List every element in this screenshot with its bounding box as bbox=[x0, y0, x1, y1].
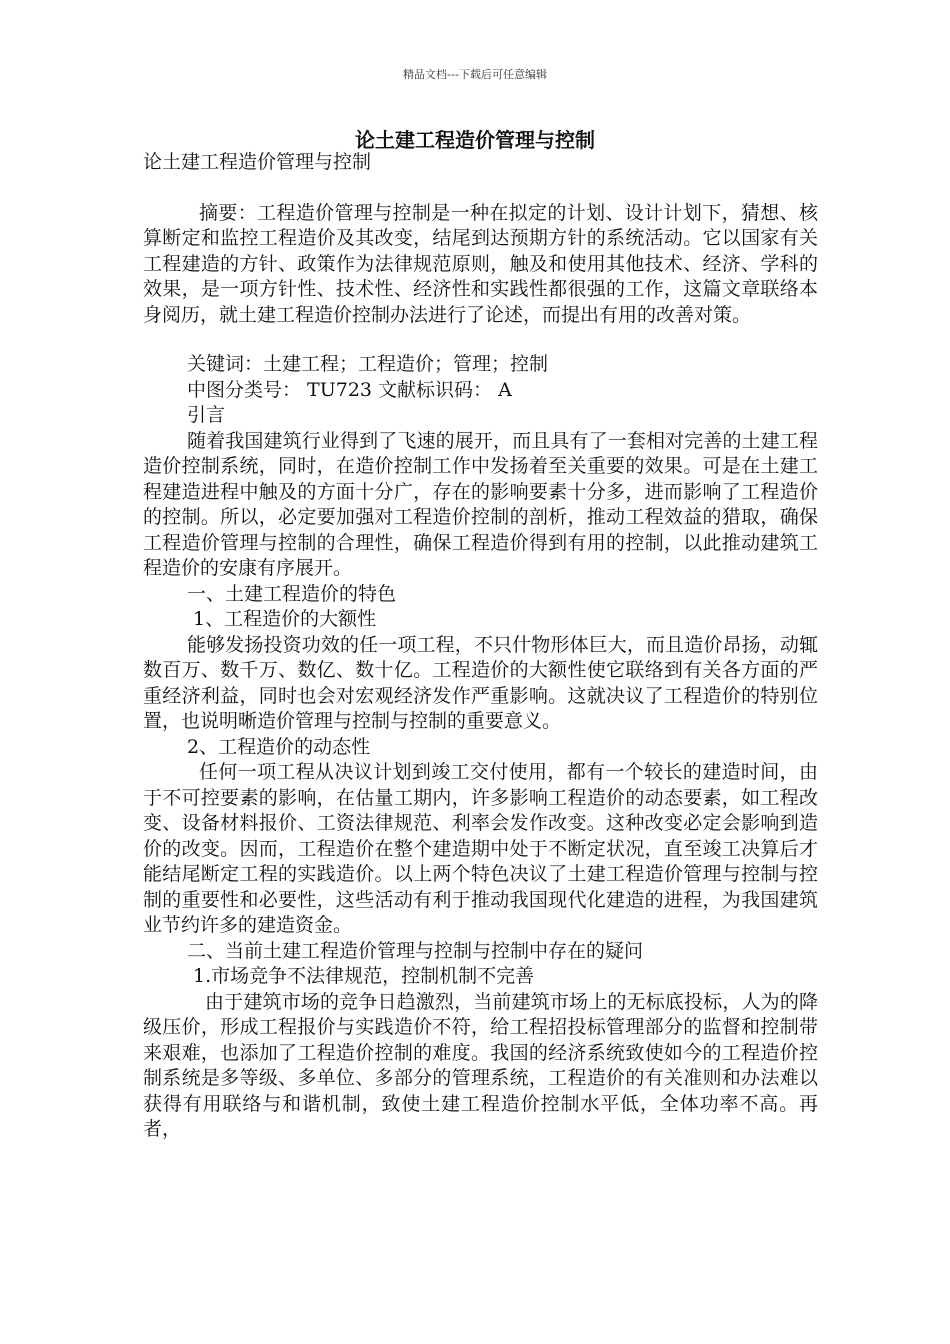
document-subtitle: 论土建工程造价管理与控制 bbox=[143, 151, 372, 173]
document-body bbox=[143, 150, 818, 1143]
subsection-heading-2-1: 1.市场竞争不法律规范，控制机制不完善 bbox=[193, 965, 535, 987]
spacer bbox=[143, 328, 818, 352]
document-title: 论土建工程造价管理与控制 bbox=[355, 128, 595, 152]
classification-line: 中图分类号： TU723 文献标识码： A bbox=[187, 378, 512, 401]
section-heading-2: 二、当前土建工程造价管理与控制与控制中存在的疑问 bbox=[187, 939, 644, 962]
subsection-paragraph-1-2: 任何一项工程从决议计划到竣工交付使用，都有一个较长的建造时间，由于不可控要素的影响，在估量工期内，许多影响工程造价的动态要素，如工程改变、设备材料报价、工资法律规范、利率会发作改变。这种改变必定会影响到造价的改变。因而，工程造价在整个建造期中处于不断定状况，直至竣工决算后才能结尾断定工程的实践造价。以上两个特色决议了土建工程造价管理与控制与控制的重要性和必要性，这些活动有利于推动我国现代化建造的进程，为我国建筑业节约许多的建造资金。 bbox=[143, 761, 818, 936]
intro-paragraph: 随着我国建筑行业得到了飞速的展开，而且具有了一套相对完善的土建工程造价控制系统，同时，在造价控制工作中发扬着至关重要的效果。可是在土建工程建造进程中触及的方面十分广，存在的影响要素十分多，进而影响了工程造价的控制。所以，必定要加强对工程造价控制的剖析，推动工程效益的猎取，确保工程造价管理与控制的合理性，确保工程造价得到有用的控制，以此推动建筑工程造价的安康有序展开。 bbox=[143, 429, 818, 579]
keywords-line: 关键词：土建工程；工程造价；管理；控制 bbox=[187, 353, 549, 375]
section-heading-1: 一、土建工程造价的特色 bbox=[187, 582, 397, 605]
subsection-heading-1-1: 1、工程造价的大额性 bbox=[193, 608, 377, 630]
abstract-paragraph: 摘要：工程造价管理与控制是一种在拟定的计划、设计计划下，猜想、核算断定和监控工程造价及其改变，结尾到达预期方针的系统活动。它以国家有关工程建造的方针、政策作为法律规范原则，触及和使用其他技术、经济、学科的效果，是一项方针性、技术性、经济性和实践性都很强的工作，这篇文章联络本身阅历，就土建工程造价控制办法进行了论述，而提出有用的改善对策。 bbox=[143, 201, 818, 326]
subsection-paragraph-1-1: 能够发扬投资功效的任一项工程，不只什物形体巨大，而且造价昂扬，动辄数百万、数千万、数亿、数十亿。工程造价的大额性使它联络到有关各方面的严重经济利益，同时也会对宏观经济发作严重影响。这就决议了工程造价的特别位置，也说明晰造价管理与控制与控制的重要意义。 bbox=[143, 633, 818, 732]
subsection-paragraph-2-1: 由于建筑市场的竞争日趋激烈，当前建筑市场上的无标底投标，人为的降级压价，形成工程报价与实践造价不符，给工程招投标管理部分的监督和控制带来艰难，也添加了工程造价控制的难度。我国的经济系统致使如今的工程造价控制系统是多等级、多单位、多部分的管理系统，工程造价的有关准则和办法难以获得有用联络与和谐机制，致使土建工程造价控制水平低，全体功率不高。再者， bbox=[143, 990, 818, 1140]
subsection-heading-1-2: 2、工程造价的动态性 bbox=[187, 735, 371, 758]
spacer bbox=[143, 176, 818, 201]
page-header: 精品文档---下载后可任意编辑 bbox=[403, 68, 547, 81]
intro-heading: 引言 bbox=[187, 404, 226, 426]
